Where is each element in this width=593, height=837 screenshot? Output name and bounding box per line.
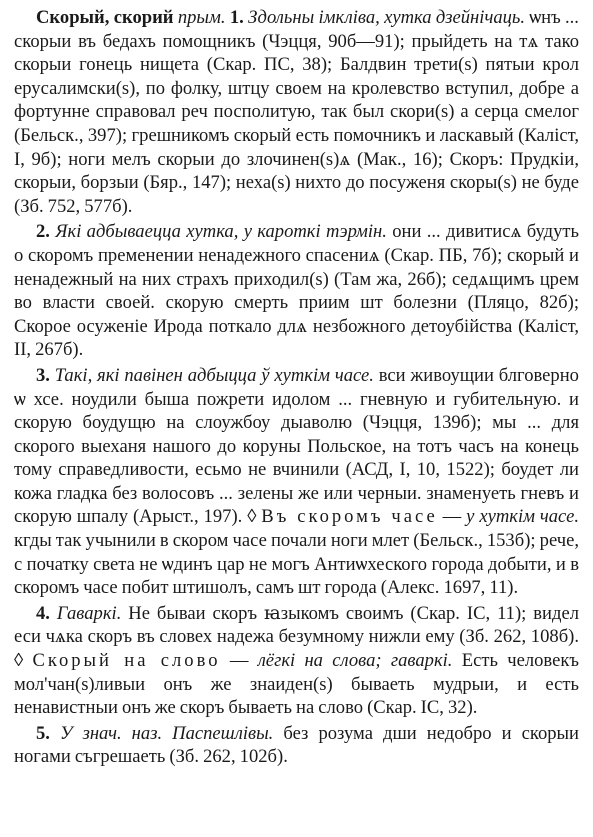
dictionary-entry-sense-2	[14, 220, 579, 362]
sense-gloss: Здольны імкліва, хутка дзейнічаць.	[248, 7, 526, 28]
sense-gloss: Гаваркі.	[56, 602, 122, 624]
part-of-speech: прым.	[177, 7, 226, 28]
phrase-citations: Есть человекъ мол'чан(s)ливыи онъ же знаиден(s) бываеть мудрыи, и есть ненавистныи онъ же скоръ бываеть на слово (Скар. ІС, 32).	[14, 650, 579, 719]
phrase-headword: Скорый на слово	[32, 650, 221, 672]
headword: Скорый, скорий	[36, 7, 174, 28]
sense-number: 2.	[36, 221, 50, 243]
dictionary-entry-sense-1	[14, 6, 579, 218]
phrase-headword: Въ скоромъ часе	[261, 506, 438, 528]
sense-gloss: Які адбываецца хутка, у кароткі тэрмін.	[55, 221, 387, 243]
sense-citations: они ... дивитисѧ будуть о скоромъ пременении ненадежного спасениѧ (Скар. ПБ, 7б); скорый и ненадежный на них страхъ приходил(s) (Там жа, 26б); седѧщимъ црем во власти своей. скорую смерть приим шт болезни (Пляцо, 82б); Скорое осуженіе Ирода поткало длѧ незбожного детоубійства (Каліст, ІІ, 267б).	[14, 221, 579, 361]
sense-citations: Не бываи скоръ ꙗзыкомъ своимъ (Скар. ІС, 11); видел еси чѧка скоръ въ словех надежа безумному нижли ему (Зб. 262, 108б). ◊	[14, 602, 579, 672]
phrase-gloss: у хуткім часе.	[466, 506, 579, 528]
dictionary-entry-sense-5	[14, 722, 579, 769]
sense-number: 5.	[36, 722, 50, 744]
sense-number: 4.	[36, 602, 50, 624]
dictionary-entry-sense-4	[14, 602, 579, 720]
sense-number: 3.	[36, 364, 50, 386]
sense-citations: без розума дши недобро и скорыи ногами съгрешаеть (Зб. 262, 102б).	[14, 722, 579, 768]
phrase-citations: кгды так учынили в скором часе почали ноги млет (Бельск., 153б); рече, с початку света не ѡдинъ цар не могъ Антиѡхеского города добыти, и в скоромъ часе побит штишолъ, самъ шт города (Алекс. 1697, 11).	[14, 530, 579, 599]
sense-gloss: Такі, які павінен адбыцца ў хуткім часе.	[54, 364, 374, 386]
phrase-dash: —	[437, 506, 467, 528]
sense-gloss: У знач. наз. Паспешлівы.	[60, 722, 274, 744]
sense-citations: вси живоущии блговерно ѡ хсе. ноудили быша пожрети идолом ... гневную и губительную. и скорую боудущю на слоужбоу дыаволю (Чэцця, 139б); мы ... для скорого выеханя нашого до коруны Польское, на тотъ часъ на конець тому справедливости, есьмо не вчинили (АСД, І, 10, 1522); боудет ли кожа гладка без волосовъ ... зелены же или черныи. знаменуеть гневъ и скорую шпалу (Арыст., 197). ◊	[14, 364, 579, 528]
sense-citations: ѡнъ ... скорыи въ бедахъ помощникъ (Чэцця, 90б—91); прыйдеть на тѧ тако скорыи гонець нищета (Скар. ПС, 38); Балдвин трети(s) пятыи крол ерусалимски(s), по фолку, штцу своем на кролевство вступил, добре а фортунне справовал реч посполитую, так был скори(s) а серца смелог (Бельск., 397); грешникомъ скорый есть помочникъ и ласкавый (Каліст, І, 9б); ноги мелъ скорыи до злочинен(s)ѧ (Мак., 16); Скоръ: Прудкіи, скорыи, борзыи (Бяр., 147); неха(s) нихто до посуженя скоры(s) не буде (Зб. 752, 577б).	[14, 7, 579, 217]
phrase-dash: —	[220, 650, 258, 672]
sense-number: 1.	[229, 7, 244, 28]
dictionary-entry-sense-3	[14, 364, 579, 600]
phrase-gloss: лёгкі на слова; гаваркі.	[257, 650, 453, 672]
